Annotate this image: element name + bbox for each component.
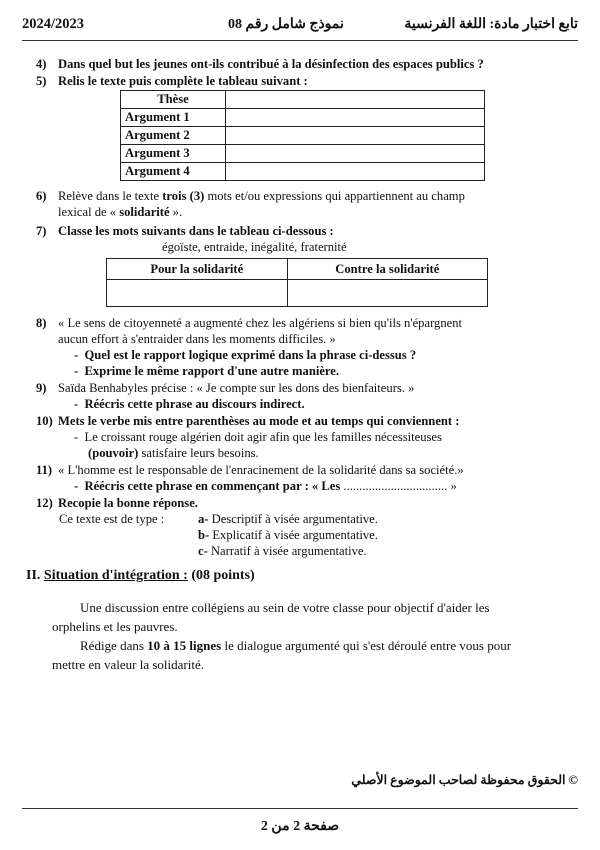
- question-4: 4) Dans quel but les jeunes ont-ils contribué à la désinfection des espaces publics ?: [36, 57, 484, 71]
- column-header: Pour la solidarité: [107, 259, 288, 280]
- table-row-label: Argument 2: [121, 127, 226, 145]
- question-8: 8) « Le sens de citoyenneté a augmenté chez les algériens si bien qu'ils n'épargnent aucun effort à s'entraider dans les moments difficiles. »: [36, 316, 463, 346]
- question-7: 7) Classe les mots suivants dans le tableau ci-dessous :: [36, 224, 334, 238]
- footer-divider: [22, 808, 578, 809]
- school-year: 2024/2023: [22, 16, 85, 32]
- question-9-sub: - Réécris cette phrase au discours indirect.: [74, 397, 305, 411]
- situation-paragraph-1: Une discussion entre collégiens au sein de votre classe pour objectif d'aider les orphelins et les pauvres.: [52, 600, 490, 634]
- table-row-label: Argument 4: [121, 163, 226, 181]
- answer-cell[interactable]: [107, 280, 288, 307]
- column-header: Contre la solidarité: [287, 259, 487, 280]
- model-number: نموذج شامل رقم 08: [228, 17, 344, 32]
- option-a: a- Descriptif à visée argumentative.: [198, 512, 378, 526]
- answer-cell[interactable]: [226, 145, 485, 163]
- answer-cell[interactable]: [287, 280, 487, 307]
- answer-cell[interactable]: [226, 91, 485, 109]
- table-row-label: Thèse: [121, 91, 226, 109]
- option-c: c- Narratif à visée argumentative.: [198, 544, 367, 558]
- subject-title: تابع اختبار مادة: اللغة الفرنسية: [404, 17, 578, 32]
- table-row-label: Argument 3: [121, 145, 226, 163]
- option-b: b- Explicatif à visée argumentative.: [198, 528, 378, 542]
- answer-cell[interactable]: [226, 163, 485, 181]
- question-11: 11) « L'homme est le responsable de l'enracinement de la solidarité dans sa société.»: [36, 463, 464, 477]
- section-2-title: II. Situation d'intégration : (08 points): [26, 568, 255, 583]
- page-number: صفحة 2 من 2: [260, 819, 340, 834]
- question-11-sub: - Réécris cette phrase en commençant par : « Les ................................. »: [74, 479, 457, 493]
- question-6: 6) Relève dans le texte trois (3) mots et/ou expressions qui appartiennent au champ lexical de « solidarité ».: [36, 189, 465, 219]
- question-12: 12) Recopie la bonne réponse.: [36, 496, 198, 510]
- question-12-lead: Ce texte est de type :: [59, 512, 165, 526]
- page-header: [22, 12, 578, 40]
- question-10-sub: - Le croissant rouge algérien doit agir afin que les familles nécessiteuses (pouvoir) satisfaire leurs besoins.: [74, 430, 442, 460]
- word-list: égoïste, entraide, inégalité, fraternité: [162, 240, 347, 254]
- question-10: 10) Mets le verbe mis entre parenthèses au mode et au temps qui conviennent :: [36, 414, 460, 428]
- answer-cell[interactable]: [226, 127, 485, 145]
- copyright-notice: © الحقوق محفوظة لصاحب الموضوع الأصلي: [351, 773, 578, 787]
- question-5: 5) Relis le texte puis complète le tableau suivant :: [36, 74, 308, 88]
- question-8-sub-2: - Exprime le même rapport d'une autre manière.: [74, 364, 340, 378]
- solidarity-table: [106, 258, 488, 307]
- answer-cell[interactable]: [226, 109, 485, 127]
- question-8-sub-1: - Quel est le rapport logique exprimé dans la phrase ci-dessus ?: [74, 348, 417, 362]
- thesis-arguments-table: [120, 90, 485, 181]
- situation-paragraph-2: Rédige dans 10 à 15 lignes le dialogue argumenté qui s'est déroulé entre vous pour mettre en valeur la solidarité.: [52, 638, 512, 672]
- table-row-label: Argument 1: [121, 109, 226, 127]
- question-9: 9) Saïda Benhabyles précise : « Je compte sur les dons des bienfaiteurs. »: [36, 381, 415, 395]
- header-divider: [22, 40, 578, 41]
